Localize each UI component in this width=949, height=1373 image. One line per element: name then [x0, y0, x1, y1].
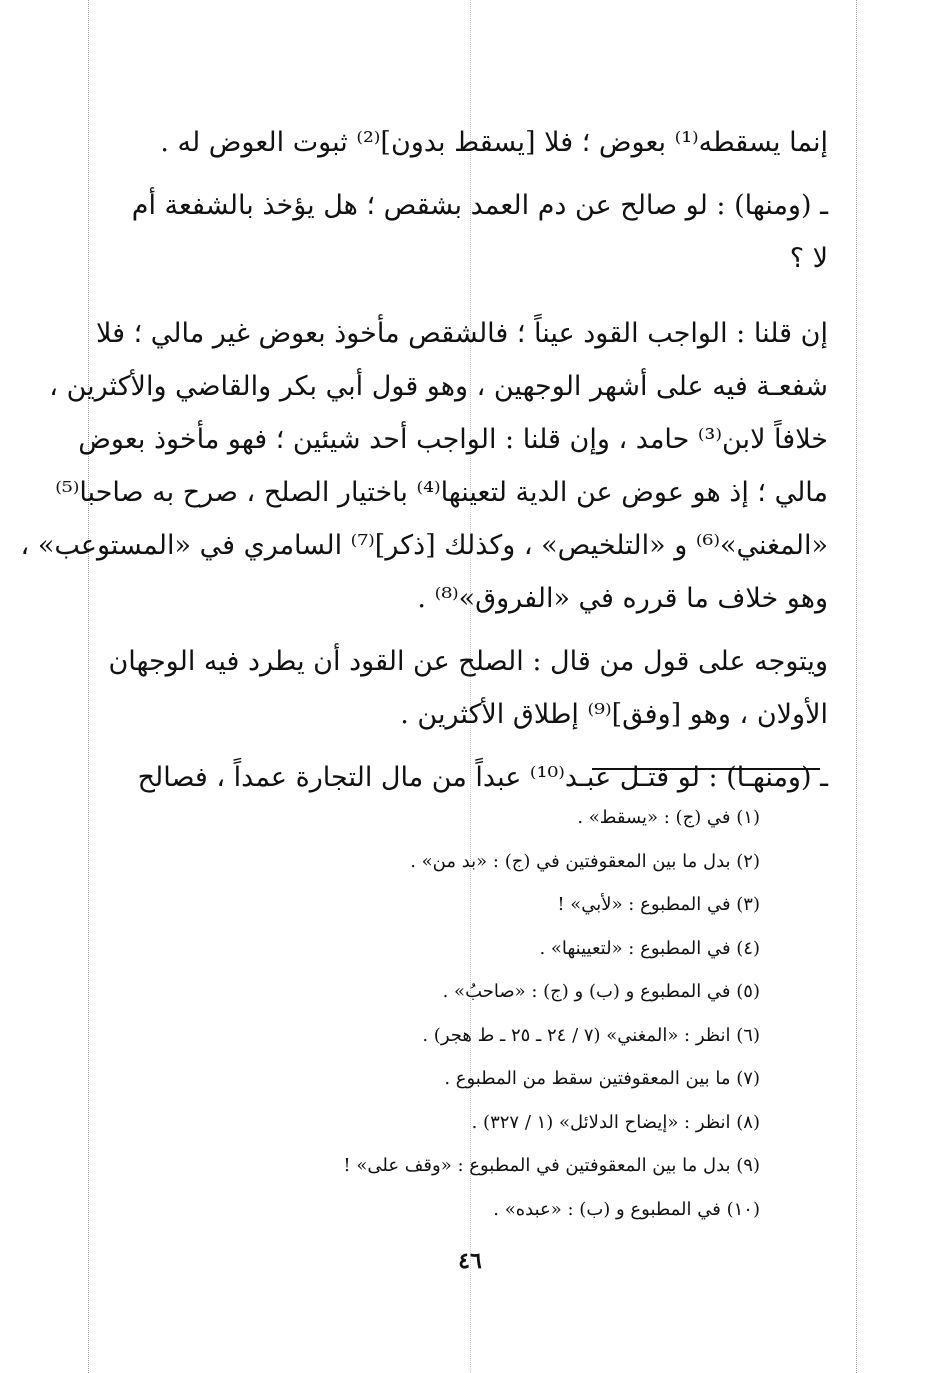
footnote-separator — [592, 768, 820, 770]
footnote: (٣) في المطبوع : «لأبي» ! — [557, 894, 760, 915]
footnote: (٤) في المطبوع : «لتعيينها» . — [539, 937, 760, 959]
footnote: (٢) بدل ما بين المعقوفتين في (ج) : «بد من» . — [410, 850, 760, 872]
footnote: (٩) بدل ما بين المعقوفتين في المطبوع : «وقف على» ! — [343, 1155, 760, 1176]
footnotes — [300, 796, 760, 1231]
footnote: (٦) انظر : «المغني» (٧ / ٢٤ ـ ٢٥ ـ ط هجر) . — [422, 1024, 760, 1046]
main-text — [20, 116, 828, 804]
text-line: «المغني»⁽⁶⁾ و «التلخيص» ، وكذلك [ذكر]⁽⁷⁾ السامري في «المستوعب» ، — [20, 530, 828, 561]
left-margin-guide — [88, 0, 89, 1373]
footnote: (٥) في المطبوع و (ب) و (ج) : «صاحبُ» . — [442, 981, 760, 1002]
text-line: إن قلنا : الواجب القود عيناً ؛ فالشقص مأخوذ بعوض غير مالي ؛ فلا — [95, 318, 828, 349]
footnote: (٧) ما بين المعقوفتين سقط من المطبوع . — [444, 1068, 760, 1089]
right-margin-guide — [856, 0, 857, 1373]
text-line: ويتوجه على قول من قال : الصلح عن القود أن يطرد فيه الوجهان — [108, 646, 828, 677]
footnote: (٨) انظر : «إيضاح الدلائل» (١ / ٣٢٧) . — [471, 1111, 760, 1133]
text-line: خلافاً لابن⁽³⁾ حامد ، وإن قلنا : الواجب أحد شيئين ؛ فهو مأخوذ بعوض — [78, 424, 828, 455]
text-line: الأولان ، وهو [وفق]⁽⁹⁾ إطلاق الأكثرين . — [400, 699, 828, 730]
text-line: شفعـة فيه على أشهر الوجهين ، وهو قول أبي بكر والقاضي والأكثرين ، — [49, 371, 828, 402]
page-number: ٤٦ — [458, 1248, 482, 1274]
footnote: (١) في (ج) : «يسقط» . — [577, 807, 760, 828]
footnote: (١٠) في المطبوع و (ب) : «عبده» . — [493, 1198, 760, 1220]
text-line: وهو خلاف ما قرره في «الفروق»⁽⁸⁾ . — [417, 583, 828, 614]
text-line: ـ (ومنهـا) : لو قتـل عبـد⁽¹⁰⁾ عبداً من مال التجارة عمداً ، فصالح — [137, 762, 828, 793]
text-line: مالي ؛ إذ هو عوض عن الدية لتعينها⁽⁴⁾ باختيار الصلح ، صرح به صاحبا⁽⁵⁾ — [55, 477, 828, 508]
text-line: ـ (ومنها) : لو صالح عن دم العمد بشقص ؛ هل يؤخذ بالشفعة أم — [131, 190, 828, 221]
text-line: إنما يسقطه⁽¹⁾ بعوض ؛ فلا [يسقط بدون]⁽²⁾ ثبوت العوض له . — [160, 127, 828, 158]
text-line: لا ؟ — [789, 243, 828, 274]
